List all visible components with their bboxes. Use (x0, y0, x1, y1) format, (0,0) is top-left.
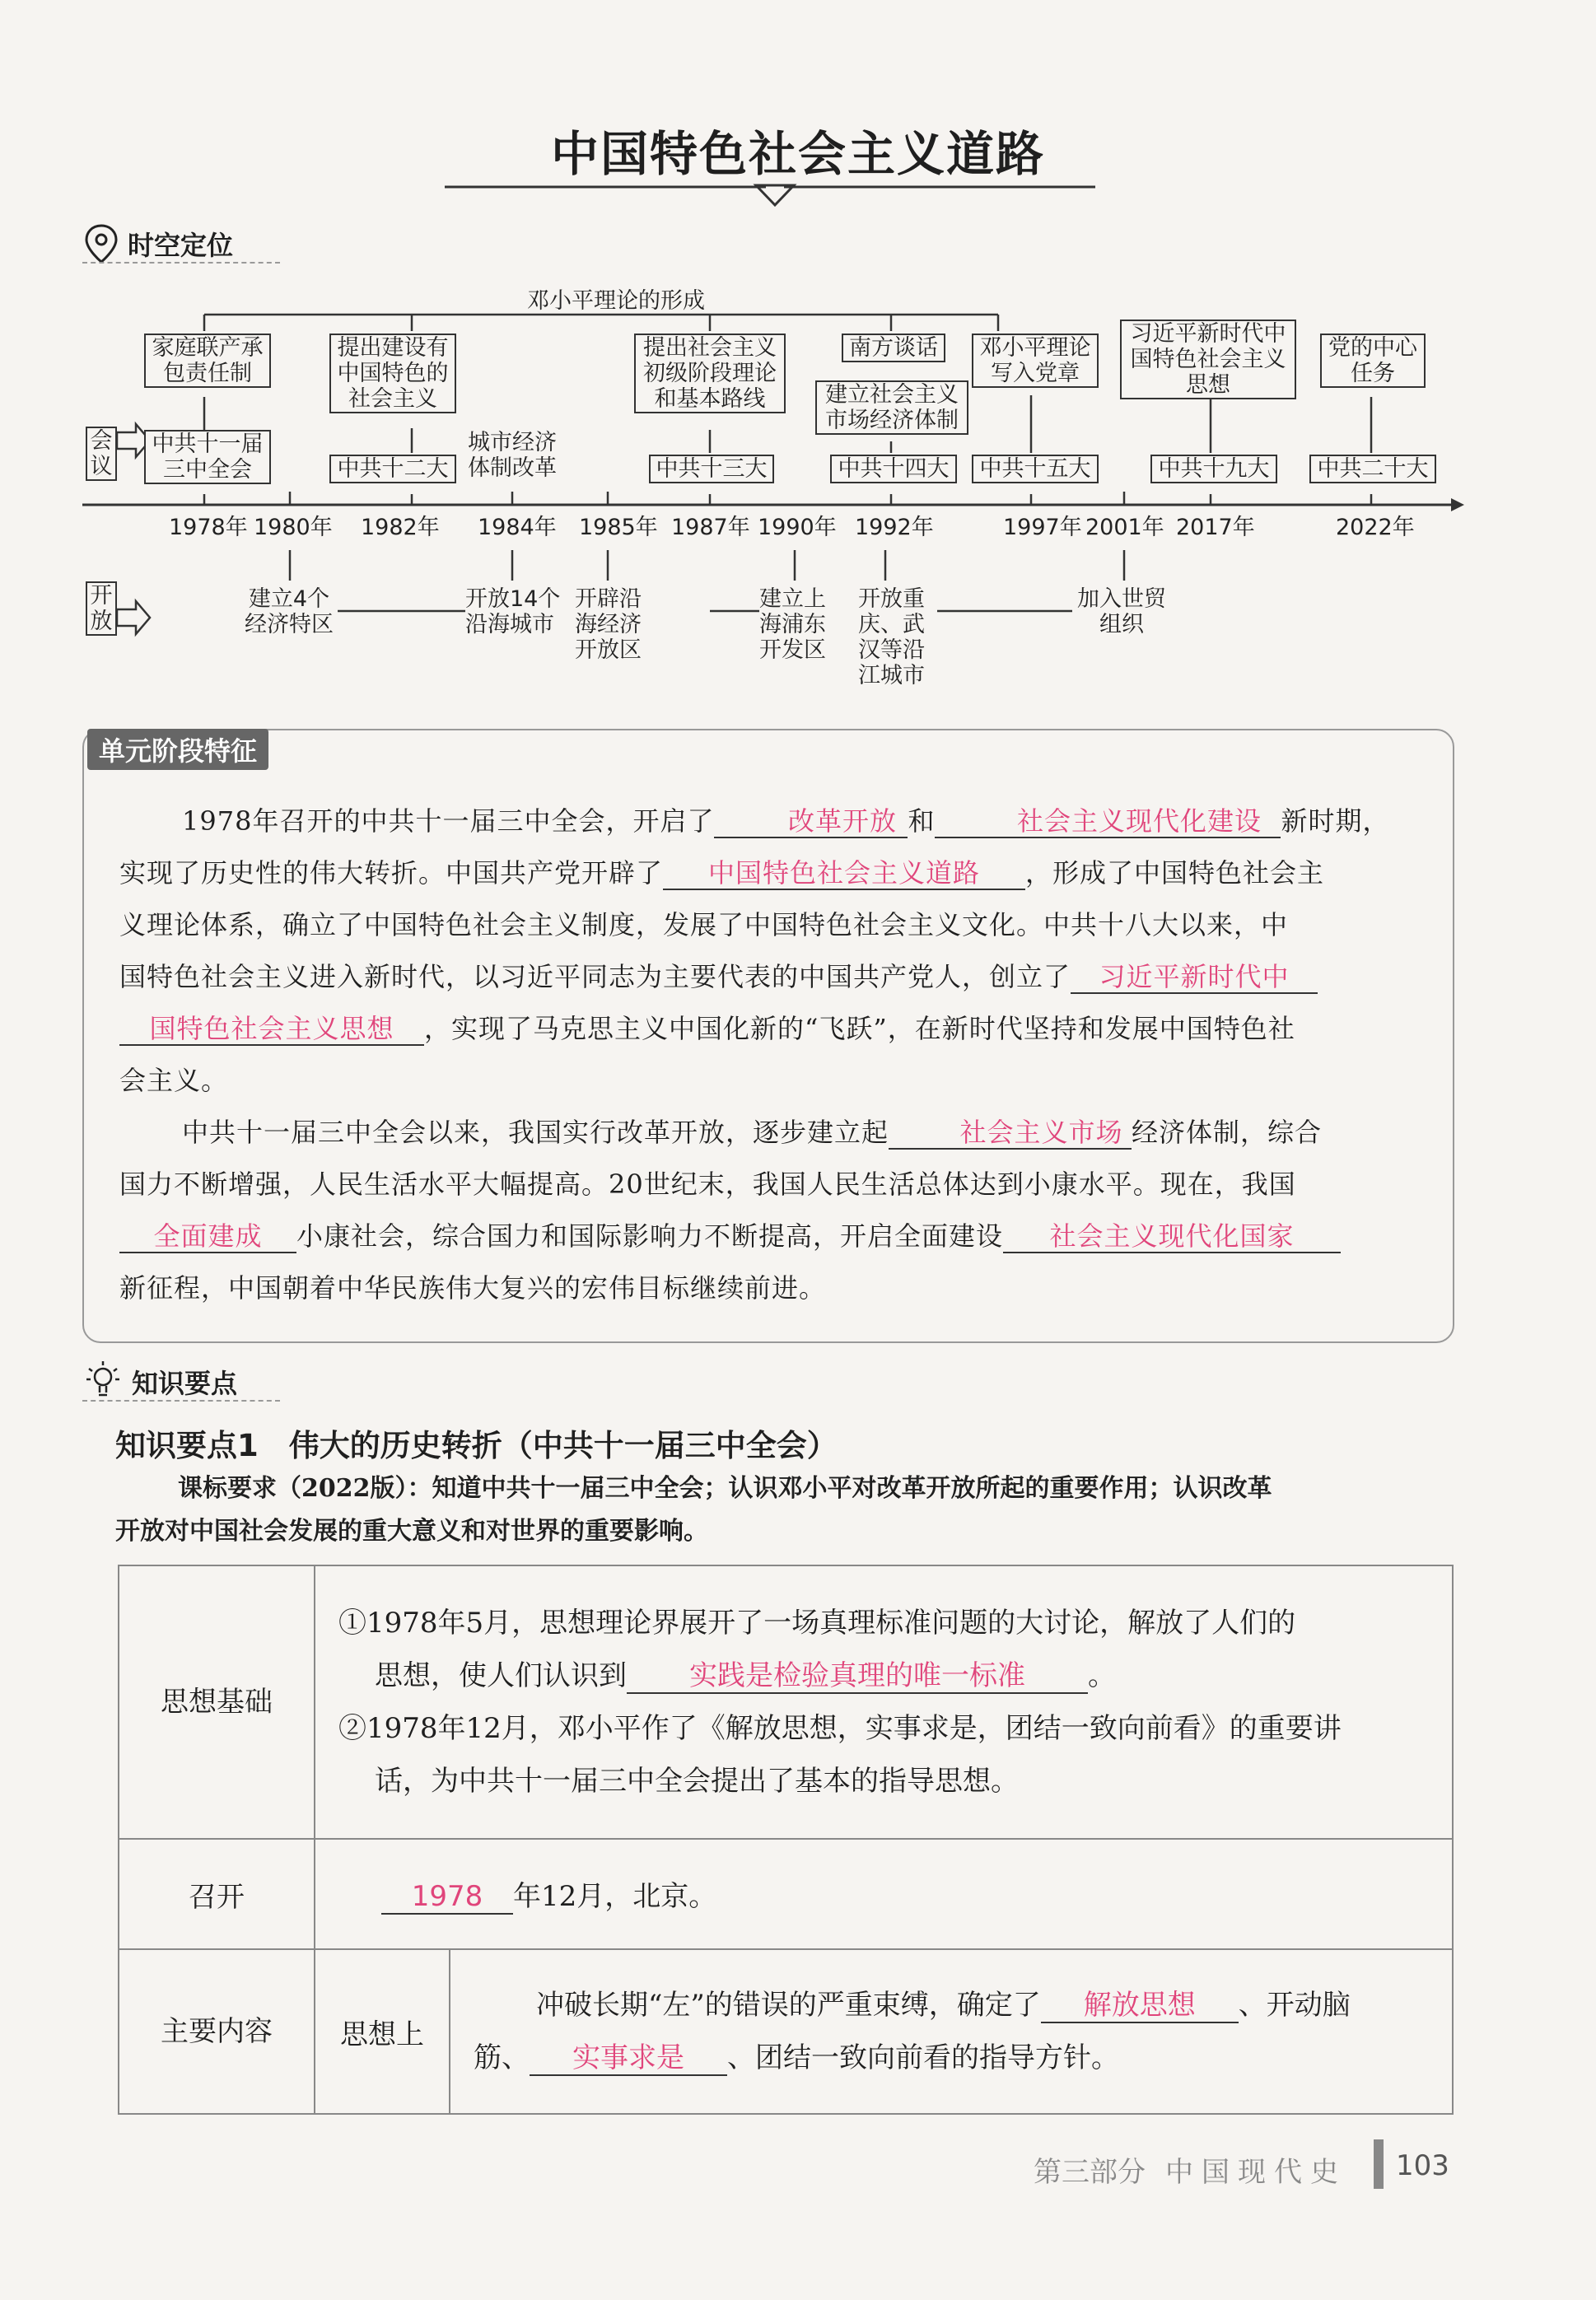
year-1984: 1984年 (478, 515, 557, 540)
footer-part: 第三部分 (1034, 2156, 1146, 2189)
year-1985: 1985年 (579, 515, 658, 540)
year-2017: 2017年 (1176, 515, 1255, 540)
footer-divider (1374, 2139, 1384, 2189)
opening-1990: 建立上海浦东开发区 (759, 586, 826, 663)
fill-complete: 全面建成 (119, 1221, 296, 1253)
deng-theory-label: 邓小平理论的形成 (527, 288, 705, 314)
year-1978: 1978年 (169, 515, 248, 540)
stage-heading: 单元阶段特征 (87, 729, 268, 770)
page-number: 103 (1396, 2149, 1449, 2182)
opening-1984: 开放14个沿海城市 (465, 586, 561, 637)
year-1997: 1997年 (1003, 515, 1082, 540)
year-2001: 2001年 (1085, 515, 1164, 540)
opening-1980: 建立4个经济特区 (245, 586, 334, 637)
lightbulb-icon (84, 1359, 122, 1400)
page-title: 中国特色社会主义道路 (550, 126, 1045, 182)
year-1982: 1982年 (361, 515, 440, 540)
event-southern-talk: 南方谈话 (842, 334, 945, 362)
thought-basis-content: ①1978年5月，思想理论界展开了一场真理标准问题的大讨论，解放了人们的 思想，使人们认识到 实践是检验真理的唯一标准 。 ②1978年12月，邓小平作了《解放思想，实事求是，团结一致向前看》的重要讲 话，为中共十一届三中全会提出了基本的指导思想。 (315, 1565, 1453, 1839)
fill-practice-truth: 实践是检验真理的唯一标准 (627, 1660, 1088, 1694)
stage-line-4: 国特色社会主义进入新时代，以习近平同志为主要代表的中国共产党人，创立了 习近平新时代中 (119, 951, 1425, 1003)
label-ideology: 思想上 (315, 1949, 450, 2114)
stage-line-6: 会主义。 (119, 1065, 229, 1096)
meeting-12th: 中共十二大 (329, 455, 456, 483)
fill-xi-thought-b: 国特色社会主义思想 (119, 1014, 424, 1046)
meeting-tag: 会议 (86, 427, 117, 481)
opening-1985: 开辟沿海经济开放区 (575, 586, 642, 663)
year-1987: 1987年 (671, 515, 750, 540)
stage-line-2: 实现了历史性的伟大转折。中国共产党开辟了 中国特色社会主义道路 ，形成了中国特色社会主 (119, 857, 1325, 889)
label-main-content: 主要内容 (119, 1949, 315, 2114)
stage-line-9: 全面建成 小康社会，综合国力和国际影响力不断提高，开启全面建设 社会主义现代化国家 (119, 1211, 1425, 1262)
year-1992: 1992年 (855, 515, 934, 540)
meeting-11-3: 中共十一届三中全会 (144, 430, 271, 484)
fill-modernization: 社会主义现代化建设 (935, 806, 1281, 838)
stage-text-block (119, 795, 1425, 1314)
fill-emancipate-mind: 解放思想 (1041, 1990, 1239, 2023)
event-xi-thought: 习近平新时代中国特色社会主义思想 (1120, 320, 1296, 399)
year-1990: 1990年 (758, 515, 837, 540)
event-primary-stage: 提出社会主义初级阶段理论和基本路线 (634, 334, 786, 413)
axis-arrow-icon (1451, 498, 1464, 511)
footer-subject: 中国现代史 (1165, 2156, 1346, 2189)
meeting-20th: 中共二十大 (1309, 455, 1436, 483)
stage-line-8: 国力不断增强，人民生活水平大幅提高。20世纪末，我国人民生活总体达到小康水平。现在，我国 (119, 1169, 1296, 1200)
fill-year-1978: 1978 (381, 1881, 513, 1915)
heading-rule-2 (82, 1400, 280, 1402)
meeting-15th: 中共十五大 (972, 455, 1099, 483)
convened-content: 1978 年12月，北京。 (315, 1839, 1453, 1949)
stage-line-1: 1978年召开的中共十一届三中全会，开启了 改革开放 和 社会主义现代化建设 新时期， (182, 805, 1390, 837)
urban-reform-label: 城市经济体制改革 (468, 430, 557, 481)
stage-line-10: 新征程，中国朝着中华民族伟大复兴的宏伟目标继续前进。 (119, 1272, 827, 1304)
curriculum-requirement: 课标要求（2022版）：知道中共十一届三中全会；认识邓小平对改革开放所起的重要作用；认识改革 开放对中国社会发展的重大意义和对世界的重要影响。 (115, 1474, 1272, 1546)
event-chinese-characteristics: 提出建设有中国特色的社会主义 (329, 334, 456, 413)
timeline-heading: 时空定位 (128, 230, 234, 261)
year-2022: 2022年 (1336, 515, 1415, 540)
opening-tag: 开放 (86, 581, 117, 636)
fill-reform-opening: 改革开放 (714, 806, 908, 838)
event-deng-constitution: 邓小平理论写入党章 (972, 334, 1099, 388)
opening-1992: 开放重庆、武汉等沿江城市 (858, 586, 925, 688)
stage-line-3: 义理论体系，确立了中国特色社会主义制度，发展了中国特色社会主义文化。中共十八大以来，中 (119, 909, 1289, 940)
fill-market: 社会主义市场 (889, 1117, 1132, 1150)
fill-modern-country: 社会主义现代化国家 (1003, 1221, 1341, 1253)
event-market-economy: 建立社会主义市场经济体制 (815, 380, 968, 435)
label-convened: 召开 (119, 1839, 315, 1949)
meeting-13th: 中共十三大 (649, 455, 774, 483)
stage-line-7: 中共十一届三中全会以来，我国实行改革开放，逐步建立起 社会主义市场 经济体制，综合 (182, 1117, 1323, 1148)
meeting-19th: 中共十九大 (1150, 455, 1277, 483)
ideology-content: 冲破长期“左”的错误的严重束缚，确定了 解放思想 、开动脑 筋、 实事求是 、团结一致向前看的指导方针。 (450, 1949, 1453, 2114)
label-thought-basis: 思想基础 (119, 1565, 315, 1839)
fill-socialist-road: 中国特色社会主义道路 (663, 858, 1025, 890)
meeting-14th: 中共十四大 (830, 455, 957, 483)
year-1980: 1980年 (254, 515, 333, 540)
fill-xi-thought-a: 习近平新时代中 (1071, 962, 1318, 994)
knowledge-table (118, 1565, 1454, 2115)
event-household-contract: 家庭联产承包责任制 (144, 334, 271, 388)
stage-line-5: 国特色社会主义思想 ，实现了马克思主义中国化新的“飞跃”，在新时代坚持和发展中国特色社 (119, 1003, 1425, 1055)
event-central-task: 党的中心任务 (1320, 334, 1426, 388)
knowledge-point-title: 知识要点1 伟大的历史转折（中共十一届三中全会） (115, 1428, 838, 1463)
knowledge-heading: 知识要点 (132, 1368, 238, 1399)
fill-seek-truth: 实事求是 (530, 2042, 727, 2076)
opening-2001: 加入世贸组织 (1077, 586, 1166, 637)
